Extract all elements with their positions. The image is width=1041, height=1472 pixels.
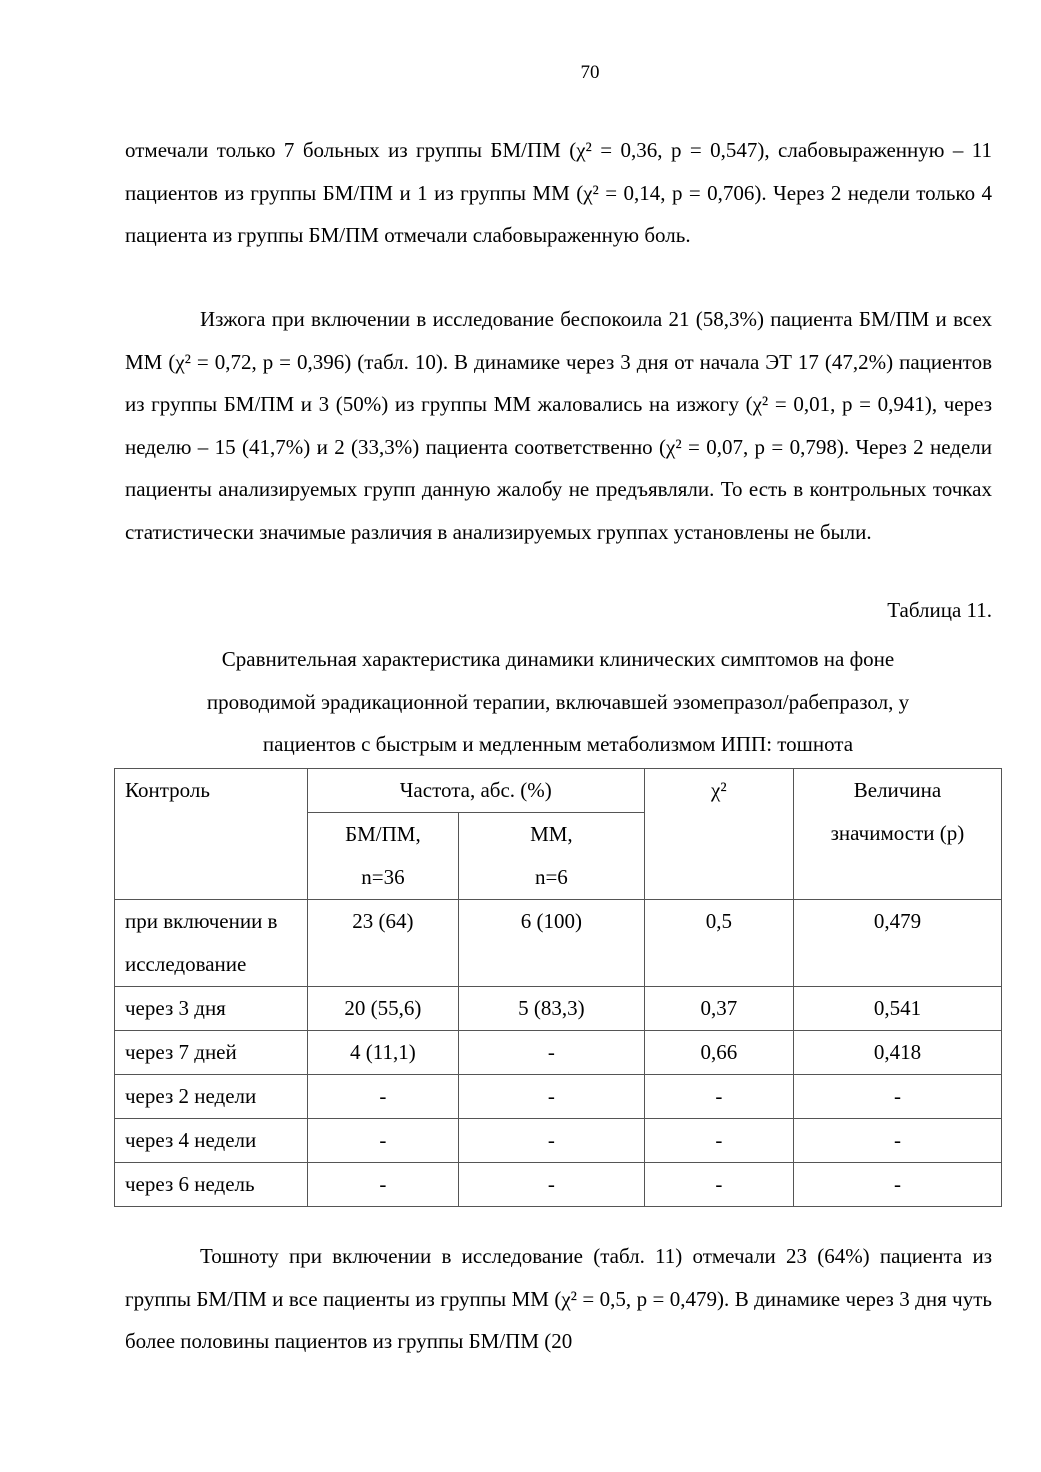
- page-number: 70: [580, 62, 600, 83]
- row-mm: -: [459, 1075, 645, 1119]
- row-chi: 0,37: [644, 987, 793, 1031]
- row-significance: 0,541: [793, 987, 1001, 1031]
- paragraph-1: отмечали только 7 больных из группы БМ/ПМ (χ² = 0,36, p = 0,547), слабовыраженную – 11 пациентов из группы БМ/ПМ и 1 из группы ММ (χ² = 0,14, p = 0,706). Через 2 недели только 4 пациента из группы БМ/ПМ отмечали слабовыраженную боль.: [125, 138, 992, 248]
- header-control: Контроль: [115, 769, 308, 900]
- row-significance: 0,418: [793, 1031, 1001, 1075]
- table-row: [115, 1119, 1002, 1163]
- header-significance-line-1: Величина: [853, 778, 942, 802]
- header-bm-pm-line-1: БМ/ПМ,: [345, 822, 421, 846]
- table-caption: [118, 638, 998, 766]
- row-control: через 7 дней: [115, 1031, 308, 1075]
- table-caption-line-2: проводимой эрадикационной терапии, включавшей эзомепразол/рабепразол, у: [206, 689, 910, 714]
- row-bm-pm: 23 (64): [307, 900, 458, 987]
- row-chi: 0,66: [644, 1031, 793, 1075]
- paragraph-2: Изжога при включении в исследование беспокоила 21 (58,3%) пациента БМ/ПМ и всех ММ (χ² = 0,72, p = 0,396) (табл. 10). В динамике через 3 дня от начала ЭТ 17 (47,2%) пациентов из группы БМ/ПМ и 3 (50%) из группы ММ жаловались на изжогу (χ² = 0,01, p = 0,941), через неделю – 15 (41,7%) и 2 (33,3%) пациента соответственно (χ² = 0,07, p = 0,798). Через 2 недели пациенты анализируемых групп данную жалобу не предъявляли. То есть в контрольных точках статистически значимые различия в анализируемых группах установлены не были.: [125, 307, 992, 544]
- row-mm: 6 (100): [459, 900, 645, 987]
- row-bm-pm: -: [307, 1075, 458, 1119]
- table-row: [115, 1163, 1002, 1207]
- row-mm: -: [459, 1119, 645, 1163]
- table-caption-line-3: пациентов с быстрым и медленным метаболизмом ИПП: тошнота: [262, 732, 854, 757]
- header-significance: [793, 769, 1001, 900]
- row-bm-pm: -: [307, 1119, 458, 1163]
- row-significance: 0,479: [793, 900, 1001, 987]
- header-mm: [459, 813, 645, 900]
- row-control: через 6 недель: [115, 1163, 308, 1207]
- row-chi: 0,5: [644, 900, 793, 987]
- table-caption-line-1: Сравнительная характеристика динамики клинических симптомов на фоне: [221, 647, 895, 671]
- table-row: [115, 900, 1002, 987]
- table-row: [115, 1075, 1002, 1119]
- row-significance: -: [793, 1075, 1001, 1119]
- header-chi: χ²: [644, 769, 793, 900]
- row-control: через 2 недели: [115, 1075, 308, 1119]
- table-header-row: [115, 769, 1002, 813]
- row-bm-pm: 4 (11,1): [307, 1031, 458, 1075]
- row-chi: -: [644, 1075, 793, 1119]
- row-mm: -: [459, 1163, 645, 1207]
- row-bm-pm: 20 (55,6): [307, 987, 458, 1031]
- row-chi: -: [644, 1119, 793, 1163]
- row-chi: -: [644, 1163, 793, 1207]
- row-mm: -: [459, 1031, 645, 1075]
- header-significance-line-2: значимости (p): [830, 821, 965, 845]
- table-row: [115, 1031, 1002, 1075]
- header-bm-pm-line-2: n=36: [361, 865, 405, 889]
- header-mm-line-1: ММ,: [530, 822, 573, 846]
- row-control: при включении в исследование: [115, 900, 308, 987]
- table-row: [115, 987, 1002, 1031]
- row-mm: 5 (83,3): [459, 987, 645, 1031]
- row-bm-pm: -: [307, 1163, 458, 1207]
- row-significance: -: [793, 1163, 1001, 1207]
- header-bm-pm: [307, 813, 458, 900]
- symptom-table: [114, 768, 1002, 1207]
- header-frequency: Частота, абс. (%): [307, 769, 644, 813]
- row-control: через 3 дня: [115, 987, 308, 1031]
- table-label: Таблица 11.: [887, 598, 992, 622]
- paragraph-3: Тошноту при включении в исследование (табл. 11) отмечали 23 (64%) пациента из группы БМ/ПМ и все пациенты из группы ММ (χ² = 0,5, p = 0,479). В динамике через 3 дня чуть более половины пациентов из группы БМ/ПМ (20: [125, 1244, 992, 1354]
- row-significance: -: [793, 1119, 1001, 1163]
- row-control: через 4 недели: [115, 1119, 308, 1163]
- header-mm-line-2: n=6: [534, 865, 568, 889]
